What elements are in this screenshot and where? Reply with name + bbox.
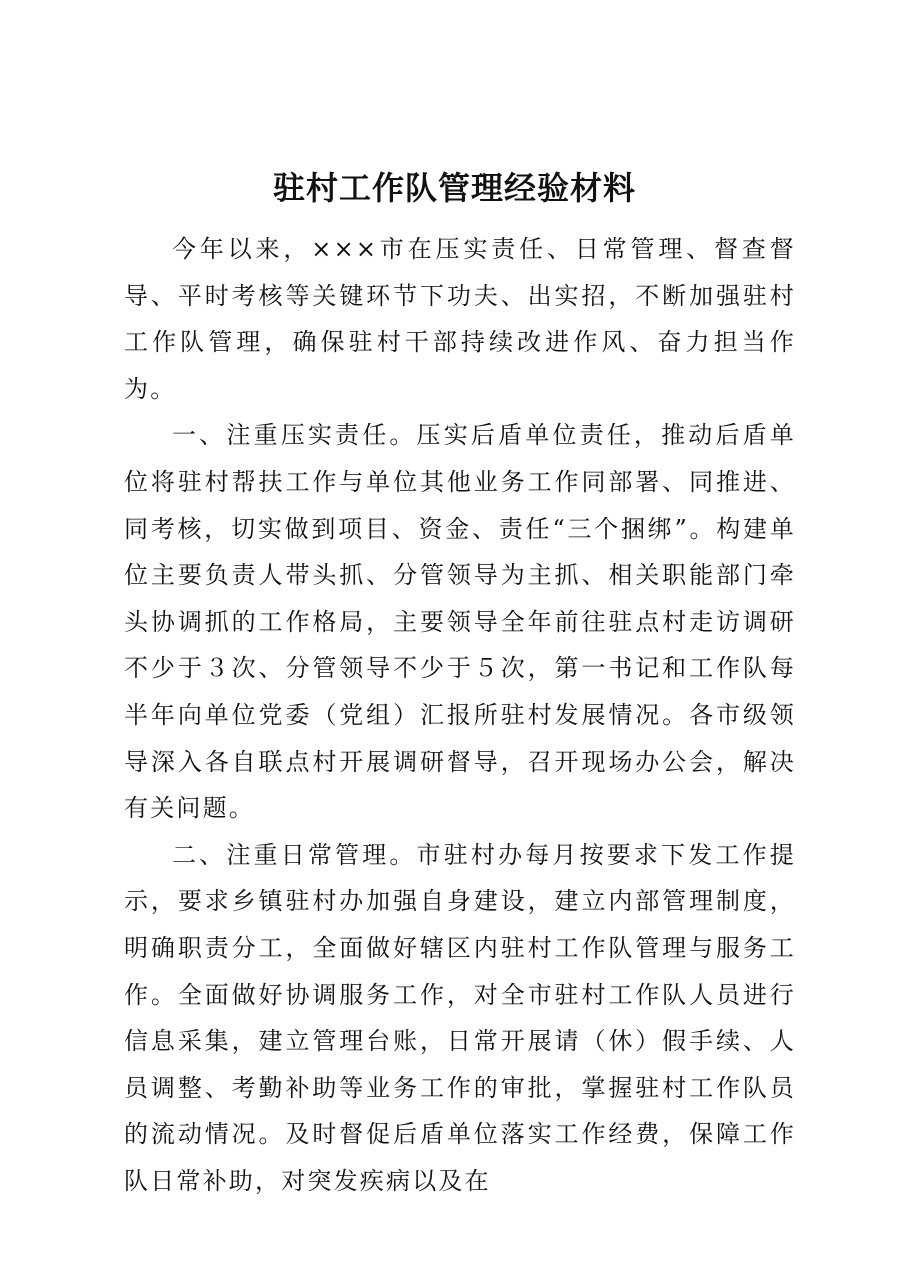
paragraph-section-2: 二、注重日常管理。市驻村办每月按要求下发工作提示，要求乡镇驻村办加强自身建设，建立内部管理制度，明确职责分工，全面做好辖区内驻村工作队管理与服务工作。全面做好协调服务工作，对全市驻村工作队人员进行信息采集，建立管理台账，日常开展请（休）假手续、人员调整、考勤补助等业务工作的审批，掌握驻村工作队员的流动情况。及时督促后盾单位落实工作经费，保障工作队日常补助，对突发疾病以及在 — [124, 840, 796, 1195]
document-body — [124, 226, 796, 1204]
paragraph-intro: 今年以来，×××市在压实责任、日常管理、督查督导、平时考核等关键环节下功夫、出实招，不断加强驻村工作队管理，确保驻村干部持续改进作风、奋力担当作为。 — [124, 235, 796, 403]
document-title: 驻村工作队管理经验材料 — [272, 169, 636, 207]
paragraph-section-1: 一、注重压实责任。压实后盾单位责任，推动后盾单位将驻村帮扶工作与单位其他业务工作同部署、同推进、同考核，切实做到项目、资金、责任“三个捆绑”。构建单位主要负责人带头抓、分管领导为主抓、相关职能部门牵头协调抓的工作格局，主要领导全年前往驻点村走访调研不少于３次、分管领导不少于５次，第一书记和工作队每半年向单位党委（党组）汇报所驻村发展情况。各市级领导深入各自联点村开展调研督导，召开现场办公会，解决有关问题。 — [124, 421, 796, 823]
